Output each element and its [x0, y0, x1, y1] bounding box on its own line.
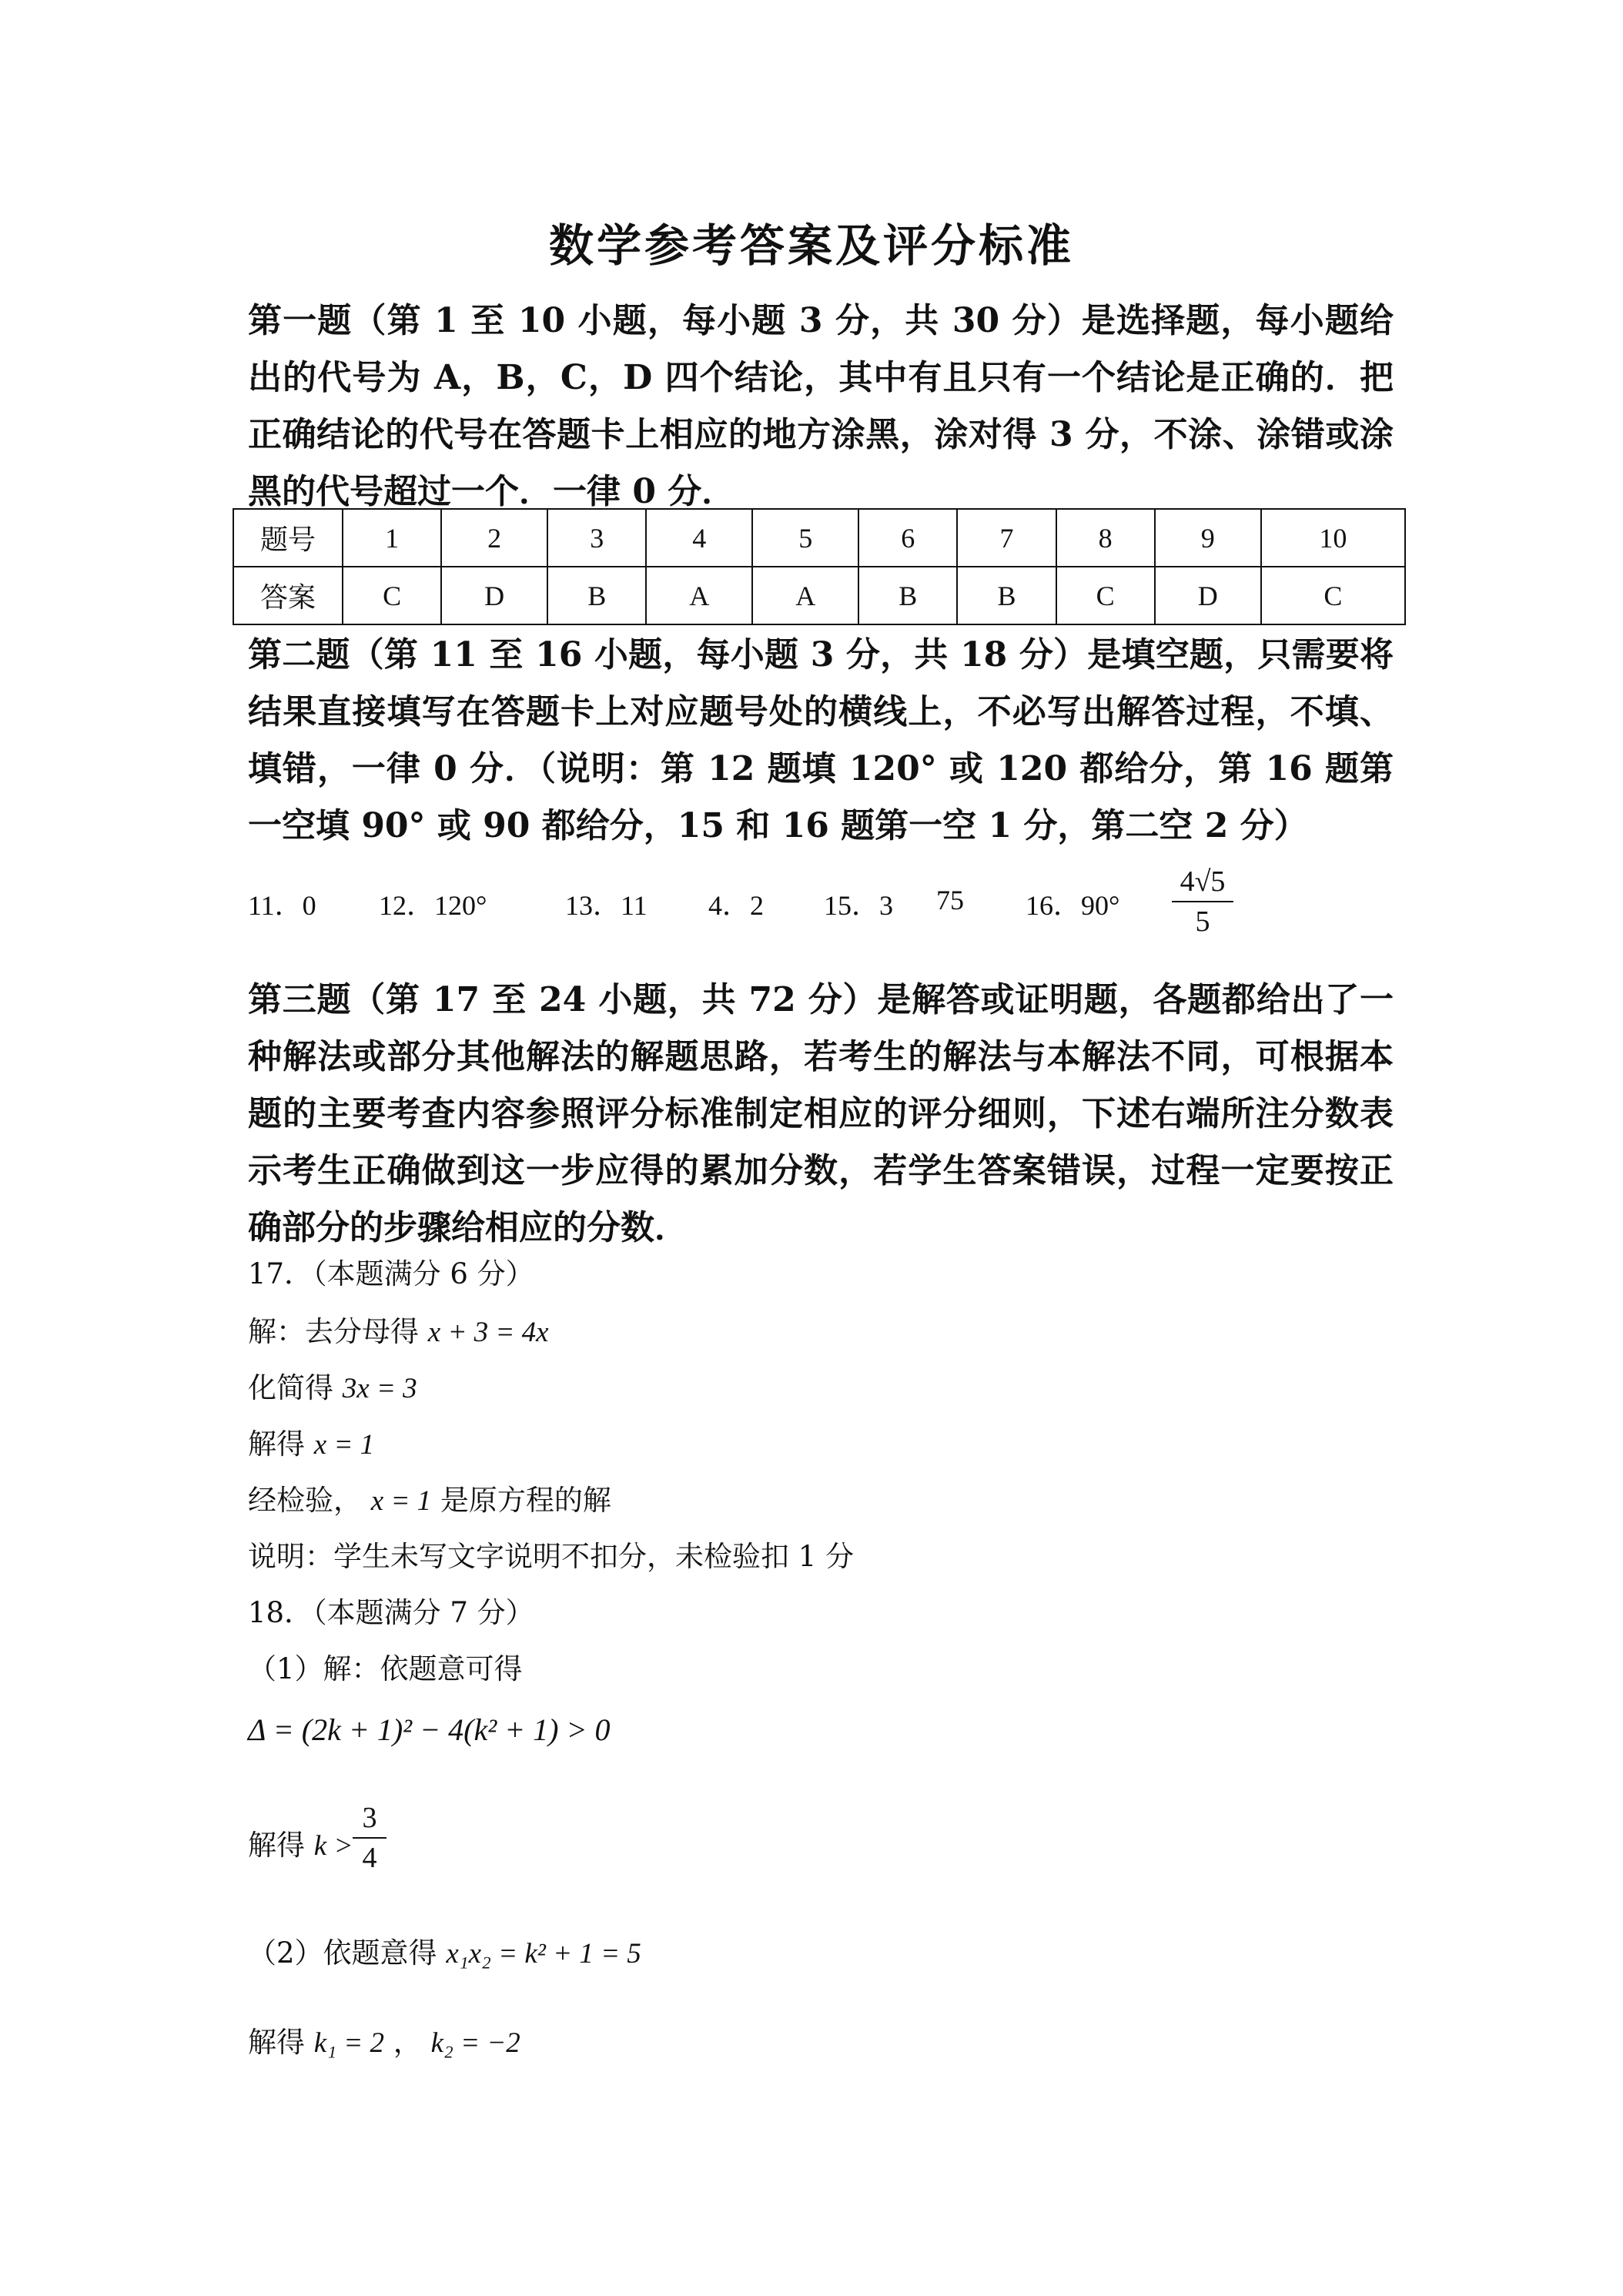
answer-15-first: 15．3	[824, 890, 894, 921]
q18-solution2	[248, 2023, 520, 2063]
table-cell: 6	[858, 509, 957, 567]
table-cell: C	[1261, 567, 1405, 624]
answer-12: 12．120°	[379, 890, 487, 921]
table-row	[233, 509, 1405, 567]
q17-step4-math: x = 1	[370, 1485, 432, 1517]
fraction-bar	[1172, 901, 1233, 902]
answer-16-fraction	[1172, 865, 1233, 938]
q17-step4-text2: 是原方程的解	[440, 1484, 611, 1517]
q17-step1	[248, 1313, 549, 1352]
table-cell: 1	[343, 509, 441, 567]
q17-step2	[248, 1369, 417, 1408]
q17-header: 17．（本题满分 6 分）	[248, 1257, 534, 1290]
table-cell: 答案	[233, 567, 343, 624]
q17-step1-math: x + 3 = 4x	[427, 1317, 549, 1348]
q18-part2	[248, 1934, 641, 1973]
table-cell: 10	[1261, 509, 1405, 567]
q17-step4	[248, 1481, 611, 1521]
answer-14: 4．2	[708, 890, 765, 921]
q17-step4-text1: 经检验，	[248, 1484, 362, 1517]
table-cell: B	[547, 567, 646, 624]
fraction-numerator: 3	[362, 1802, 377, 1834]
q18-solution1-lhs: k >	[313, 1830, 353, 1862]
q18-solution2-math2: k₂ = −2	[430, 2027, 520, 2059]
fraction-numerator: 4√5	[1180, 865, 1226, 898]
answer-15-second: 75	[936, 885, 964, 915]
q18-solution2-text: 解得	[248, 2026, 305, 2059]
table-cell: A	[752, 567, 858, 624]
q18-solution2-sep: ，	[393, 2026, 422, 2059]
table-cell: 7	[957, 509, 1056, 567]
q17-step2-math: 3x = 3	[342, 1373, 417, 1404]
table-cell: 4	[646, 509, 752, 567]
fraction-denominator: 4	[362, 1842, 377, 1874]
answer-13: 13．11	[565, 890, 648, 921]
answer-16-first: 16．90°	[1026, 890, 1120, 921]
q18-fraction	[353, 1802, 387, 1874]
q18-header: 18．（本题满分 7 分）	[248, 1596, 534, 1629]
q18-solution1-text: 解得	[248, 1829, 305, 1862]
q17-note: 说明：学生未写文字说明不扣分，未检验扣 1 分	[248, 1540, 855, 1573]
answer-table	[233, 508, 1406, 625]
q17-step1-text: 解：去分母得	[248, 1315, 419, 1348]
q18-solution1	[248, 1826, 353, 1866]
q17-step3-text: 解得	[248, 1427, 305, 1461]
table-cell: 5	[752, 509, 858, 567]
q18-delta	[248, 1711, 611, 1749]
table-cell: 8	[1056, 509, 1155, 567]
q18-part2-math: x₁x₂ = k² + 1 = 5	[446, 1938, 641, 1970]
answer-11: 11．0	[248, 890, 316, 921]
table-cell: D	[1155, 567, 1261, 624]
fraction-denominator: 5	[1195, 905, 1210, 938]
table-cell: C	[343, 567, 441, 624]
q18-delta-math: Δ = (2k + 1)² − 4(k² + 1) > 0	[248, 1712, 611, 1747]
section1-text: 第一题（第 1 至 10 小题，每小题 3 分，共 30 分）是选择题，每小题给出的代号为 A，B，C，D 四个结论，其中有且只有一个结论是正确的．把正确结论的代号在答题卡上相应的地方涂黑，涂对得 3 分，不涂、涂错或涂黑的代号超过一个．一律 0 分．	[248, 301, 1394, 511]
table-cell: D	[441, 567, 547, 624]
table-cell: 9	[1155, 509, 1261, 567]
table-cell: C	[1056, 567, 1155, 624]
table-cell: 题号	[233, 509, 343, 567]
section3-text: 第三题（第 17 至 24 小题，共 72 分）是解答或证明题，各题都给出了一种解法或部分其他解法的解题思路，若考生的解法与本解法不同，可根据本题的主要考查内容参照评分标准制定相应的评分细则，下述右端所注分数表示考生正确做到这一步应得的累加分数，若学生答案错误，过程一定要按正确部分的步骤给相应的分数．	[248, 980, 1394, 1247]
fraction-bar	[353, 1837, 387, 1839]
table-cell: B	[858, 567, 957, 624]
q18-part2-text: （2）依题意得	[248, 1936, 437, 1970]
table-cell: 2	[441, 509, 547, 567]
table-cell: A	[646, 567, 752, 624]
table-cell: 3	[547, 509, 646, 567]
page-title: 数学参考答案及评分标准	[548, 219, 1074, 272]
q17-step3-math: x = 1	[313, 1429, 375, 1461]
section2-text: 第二题（第 11 至 16 小题，每小题 3 分，共 18 分）是填空题，只需要将结果直接填写在答题卡上对应题号处的横线上，不必写出解答过程，不填、填错，一律 0 分．（说明：第 12 题填 120° 或 120 都给分，第 16 题第一空填 90° 或 90 都给分，15 和 16 题第一空 1 分，第二空 2 分）	[248, 635, 1394, 845]
table-cell: B	[957, 567, 1056, 624]
q18-solution2-math1: k₁ = 2	[313, 2027, 385, 2059]
table-row	[233, 567, 1405, 624]
q18-part1: （1）解：依题意可得	[248, 1652, 523, 1685]
q17-step3	[248, 1425, 374, 1464]
q17-step2-text: 化简得	[248, 1371, 333, 1404]
